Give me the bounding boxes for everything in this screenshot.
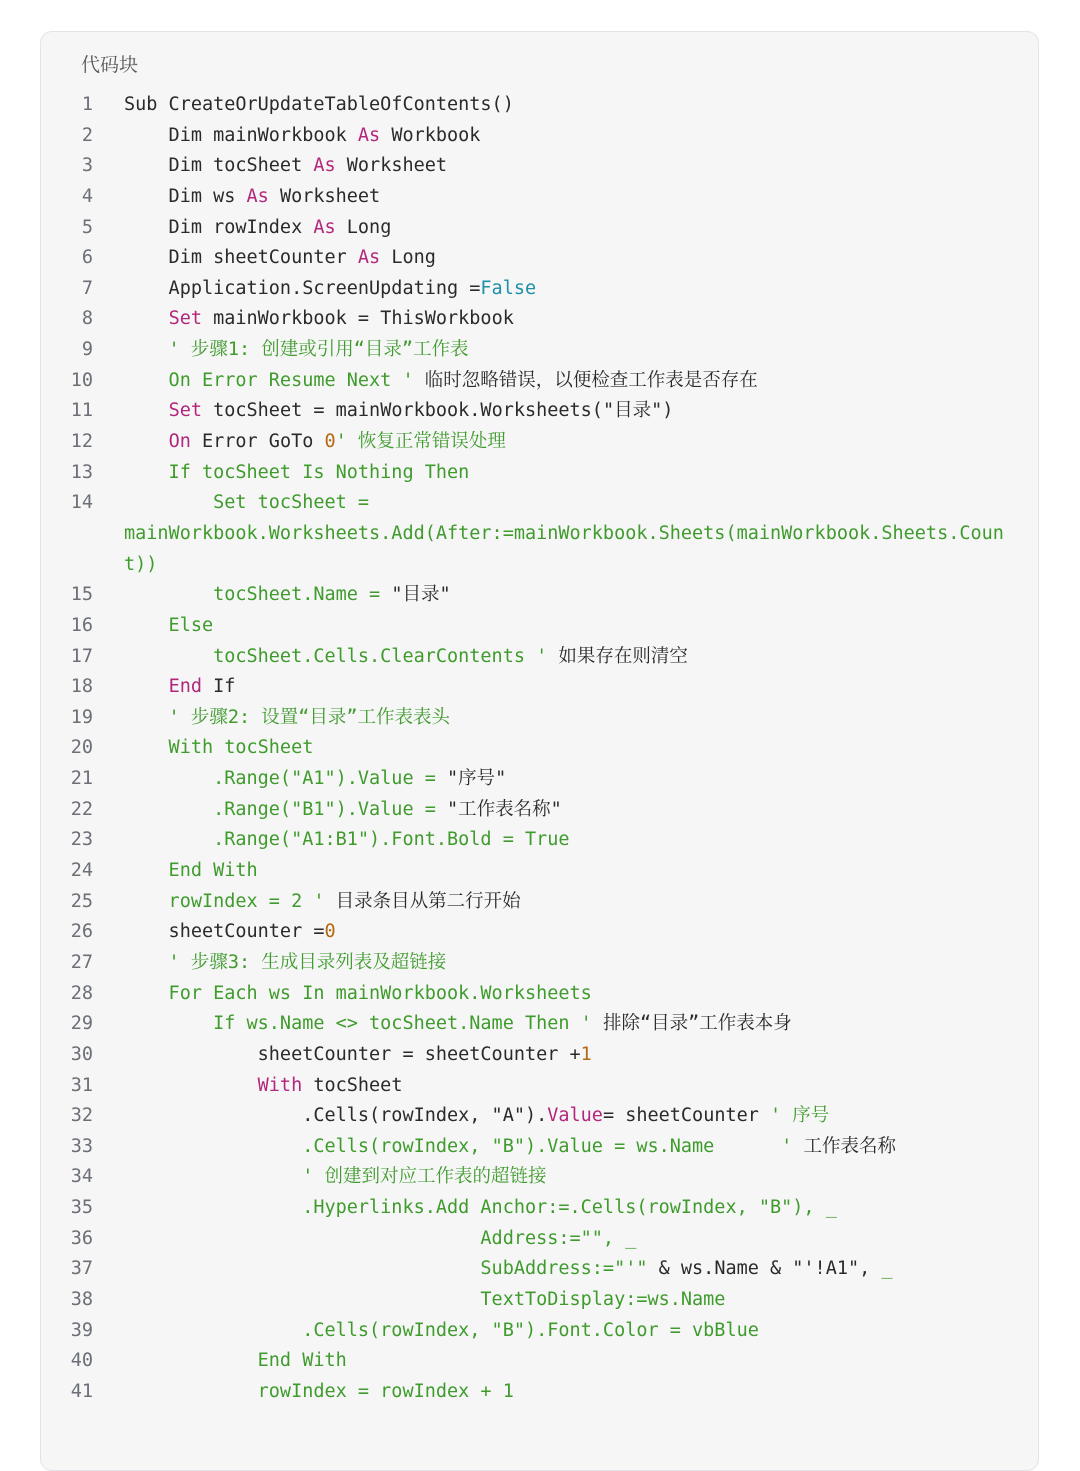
code-token (124, 400, 169, 421)
code-line (41, 856, 1038, 887)
code-token: "工作表名称" (447, 798, 562, 820)
code-token: sheetCounter = (124, 921, 325, 943)
line-number: 40 (70, 1350, 93, 1372)
line-code (124, 764, 506, 795)
code-line (41, 1193, 1038, 1224)
code-token (124, 1136, 302, 1157)
code-token: ' 步骤3: 生成目录列表及超链接 (124, 951, 447, 973)
line-number: 31 (70, 1074, 93, 1096)
code-token (124, 1075, 258, 1096)
code-line (41, 1224, 1038, 1255)
line-number: 9 (81, 339, 93, 361)
line-code (124, 1162, 546, 1193)
code-line (41, 1132, 1038, 1163)
code-token: For Each ws In mainWorkbook.Worksheets (124, 982, 592, 1004)
line-code (124, 825, 570, 856)
line-code (124, 335, 469, 366)
line-number: 18 (70, 676, 93, 698)
code-token (124, 676, 169, 697)
code-token: "目录" (391, 584, 451, 606)
code-token: sheetCounter = sheetCounter + (124, 1043, 581, 1065)
line-number: 10 (70, 369, 93, 391)
code-line (41, 733, 1038, 764)
line-number: 29 (70, 1013, 93, 1035)
line-number: 23 (70, 829, 93, 851)
code-token: ' 恢复正常错误处理 (335, 431, 506, 453)
code-line (41, 1040, 1038, 1071)
code-token: TextToDisplay:=ws.Name (124, 1288, 726, 1310)
line-code (124, 979, 592, 1010)
line-number: 7 (81, 277, 93, 299)
code-token: Set tocSheet = (124, 492, 370, 514)
code-token: Worksheet (335, 155, 448, 177)
code-token: If ws.Name <> tocSheet.Name Then ' (124, 1013, 603, 1035)
line-code (124, 182, 380, 213)
code-line (41, 1316, 1038, 1347)
line-number: 41 (70, 1380, 93, 1402)
code-token: rowIndex = rowIndex + 1 (124, 1380, 514, 1402)
code-token: _ (881, 1258, 893, 1280)
code-line (41, 948, 1038, 979)
line-code (124, 1377, 514, 1408)
code-token: .Cells(rowIndex, "B").Value = ws.Name ' (302, 1135, 804, 1157)
line-number: 27 (70, 951, 93, 973)
line-code (124, 1040, 592, 1071)
code-line (41, 304, 1038, 335)
code-token: As (313, 155, 336, 177)
code-token: End With (124, 860, 258, 882)
code-token: ' 步骤1: 创建或引用“目录”工作表 (124, 339, 469, 361)
line-code (124, 90, 514, 121)
line-number: 3 (81, 155, 93, 177)
code-token: As (313, 216, 336, 238)
line-number: 37 (70, 1258, 93, 1280)
line-code (124, 611, 213, 642)
line-number: 14 (70, 492, 93, 514)
line-code (124, 642, 688, 673)
line-code (124, 304, 514, 335)
line-code (124, 1346, 347, 1377)
code-line (41, 427, 1038, 458)
line-code (124, 519, 1004, 550)
line-code (124, 1101, 829, 1132)
code-token: .Range("A1:B1").Font.Bold = True (124, 829, 570, 851)
code-line (41, 1162, 1038, 1193)
code-line (41, 366, 1038, 397)
code-token: = sheetCounter (602, 1105, 771, 1127)
line-number: 20 (70, 737, 93, 759)
code-line (41, 1346, 1038, 1377)
code-line (41, 917, 1038, 948)
line-code (124, 1316, 759, 1347)
line-code (124, 733, 313, 764)
code-line (41, 458, 1038, 489)
code-line (41, 243, 1038, 274)
code-token: With (257, 1074, 303, 1096)
code-token: 临时忽略错误，以便检查工作表是否存在 (424, 369, 758, 391)
line-code (124, 1071, 402, 1102)
line-number: 28 (70, 982, 93, 1004)
line-code (124, 243, 436, 274)
code-token: Dim mainWorkbook (124, 124, 358, 146)
code-token: Else (124, 614, 214, 636)
code-token: tocSheet.Cells.ClearContents ' (124, 645, 559, 667)
code-line (41, 1101, 1038, 1132)
line-code (124, 672, 235, 703)
code-token: 工作表名称 (803, 1135, 896, 1157)
code-token: SubAddress:="'" (124, 1258, 659, 1280)
code-line (41, 151, 1038, 182)
code-token: With tocSheet (124, 737, 314, 759)
line-number: 16 (70, 614, 93, 636)
code-block-title: 代码块 (81, 54, 139, 76)
line-code (124, 580, 451, 611)
code-line (41, 887, 1038, 918)
line-code (124, 1285, 725, 1316)
code-token: 目录条目从第二行开始 (335, 890, 521, 912)
code-line (41, 335, 1038, 366)
code-line (41, 611, 1038, 642)
code-line (41, 1254, 1038, 1285)
code-token: Set (168, 400, 202, 422)
line-code (124, 121, 480, 152)
line-number: 6 (81, 247, 93, 269)
line-code (124, 1254, 893, 1285)
code-token: ' 步骤2: 设置“目录”工作表表头 (124, 706, 451, 728)
code-token: ' 序号 (770, 1105, 830, 1127)
line-code (124, 856, 258, 887)
line-code (124, 887, 521, 918)
code-token: On Error Resume Next ' (124, 369, 425, 391)
line-code (124, 550, 157, 581)
code-token: Error GoTo (190, 431, 325, 453)
code-token: Application.ScreenUpdating = (124, 277, 481, 299)
line-code (124, 703, 450, 734)
code-listing[interactable] (41, 90, 1038, 1408)
code-token: On (168, 431, 191, 453)
code-token: Worksheet (268, 185, 381, 207)
code-token: If (201, 676, 236, 698)
code-line (41, 642, 1038, 673)
code-token: Long (380, 247, 436, 269)
line-number: 34 (70, 1166, 93, 1188)
code-token: 1 (580, 1043, 592, 1065)
line-code (124, 1224, 636, 1255)
line-code (124, 274, 536, 305)
code-token: Sub CreateOrUpdateTableOfContents() (124, 94, 514, 115)
code-token: Value (547, 1105, 603, 1127)
code-line (41, 182, 1038, 213)
code-token: tocSheet = mainWorkbook.Worksheets("目录") (201, 400, 674, 422)
code-token: mainWorkbook.Worksheets.Add(After:=mainWorkbook.Sheets(mainWorkbook.Sheets.Coun (124, 522, 1004, 544)
line-number: 8 (81, 308, 93, 330)
line-number: 32 (70, 1105, 93, 1127)
code-token: As (357, 124, 381, 146)
code-block-card (40, 31, 1039, 1471)
line-number: 17 (70, 645, 93, 667)
code-line (41, 764, 1038, 795)
line-code (124, 396, 673, 427)
code-line (41, 979, 1038, 1010)
code-token: .Range("B1").Value = (124, 798, 448, 820)
line-number: 26 (70, 921, 93, 943)
code-token: False (480, 277, 537, 299)
line-number: 15 (70, 584, 93, 606)
code-token: As (357, 247, 381, 269)
code-token: Dim ws (124, 185, 247, 207)
code-token: .Range("A1").Value = (124, 768, 448, 790)
code-line (41, 1071, 1038, 1102)
line-number: 4 (81, 185, 93, 207)
line-code (124, 1193, 837, 1224)
code-token: End With (124, 1350, 347, 1372)
line-number: 11 (70, 400, 93, 422)
code-line (41, 121, 1038, 152)
line-number: 5 (81, 216, 93, 238)
code-token: Set (168, 308, 202, 330)
code-token: Dim tocSheet (124, 155, 314, 177)
code-token: If tocSheet Is Nothing Then (124, 461, 470, 483)
code-token: .Cells(rowIndex, "B").Font.Color = vbBlue (124, 1319, 759, 1341)
code-line (41, 519, 1038, 550)
line-code (124, 948, 446, 979)
code-token (124, 431, 169, 452)
code-line (41, 274, 1038, 305)
line-number: 19 (70, 706, 93, 728)
code-token: tocSheet.Name = (124, 584, 392, 606)
code-token: mainWorkbook = ThisWorkbook (201, 308, 514, 330)
code-token: Address:="", _ (124, 1227, 637, 1249)
code-line (41, 795, 1038, 826)
line-number: 30 (70, 1043, 93, 1065)
code-line (41, 1285, 1038, 1316)
code-line (41, 396, 1038, 427)
code-token: 如果存在则清空 (558, 645, 688, 667)
code-line (41, 488, 1038, 519)
code-line (41, 213, 1038, 244)
code-line (41, 703, 1038, 734)
code-line (41, 550, 1038, 581)
line-number: 25 (70, 890, 93, 912)
line-code (124, 427, 506, 458)
code-token: 0 (324, 921, 336, 943)
code-token: 排除“目录”工作表本身 (602, 1013, 792, 1035)
line-number: 33 (70, 1135, 93, 1157)
line-number: 22 (70, 798, 93, 820)
code-line (41, 580, 1038, 611)
code-token: As (246, 185, 269, 207)
code-token: rowIndex = 2 ' (124, 890, 336, 912)
code-token: Workbook (380, 124, 481, 146)
code-token: t)) (124, 553, 158, 575)
code-line (41, 672, 1038, 703)
line-number: 39 (70, 1319, 93, 1341)
line-number: 24 (70, 860, 93, 882)
line-number: 12 (70, 431, 93, 453)
code-token: Dim rowIndex (124, 216, 314, 238)
code-token: End (168, 676, 202, 698)
code-token: Long (335, 216, 392, 238)
line-number: 13 (70, 461, 93, 483)
code-token: 0 (324, 431, 336, 453)
code-token: .Cells(rowIndex, "A"). (124, 1105, 548, 1127)
code-token: "序号" (447, 768, 507, 790)
code-token: .Hyperlinks.Add Anchor:=.Cells(rowIndex, "B"), _ (124, 1197, 837, 1219)
code-token: & ws.Name & "'!A1", (658, 1258, 882, 1280)
line-code (124, 458, 469, 489)
line-code (124, 488, 369, 519)
line-code (124, 1132, 896, 1163)
line-number: 2 (81, 124, 93, 146)
code-token: tocSheet (302, 1074, 403, 1096)
code-token: ' 创建到对应工作表的超链接 (124, 1166, 547, 1188)
code-line (41, 825, 1038, 856)
code-line (41, 1377, 1038, 1408)
line-code (124, 917, 336, 948)
line-number: 35 (70, 1197, 93, 1219)
line-code (124, 213, 391, 244)
line-number: 38 (70, 1288, 93, 1310)
line-number: 21 (70, 768, 93, 790)
line-code (124, 151, 447, 182)
line-number: 36 (70, 1227, 93, 1249)
code-token (124, 308, 169, 329)
line-code (124, 1009, 792, 1040)
code-line (41, 1009, 1038, 1040)
line-number: 1 (81, 94, 93, 115)
line-code (124, 795, 562, 826)
line-code (124, 366, 758, 397)
code-line (41, 90, 1038, 121)
code-token: Dim sheetCounter (124, 247, 358, 269)
